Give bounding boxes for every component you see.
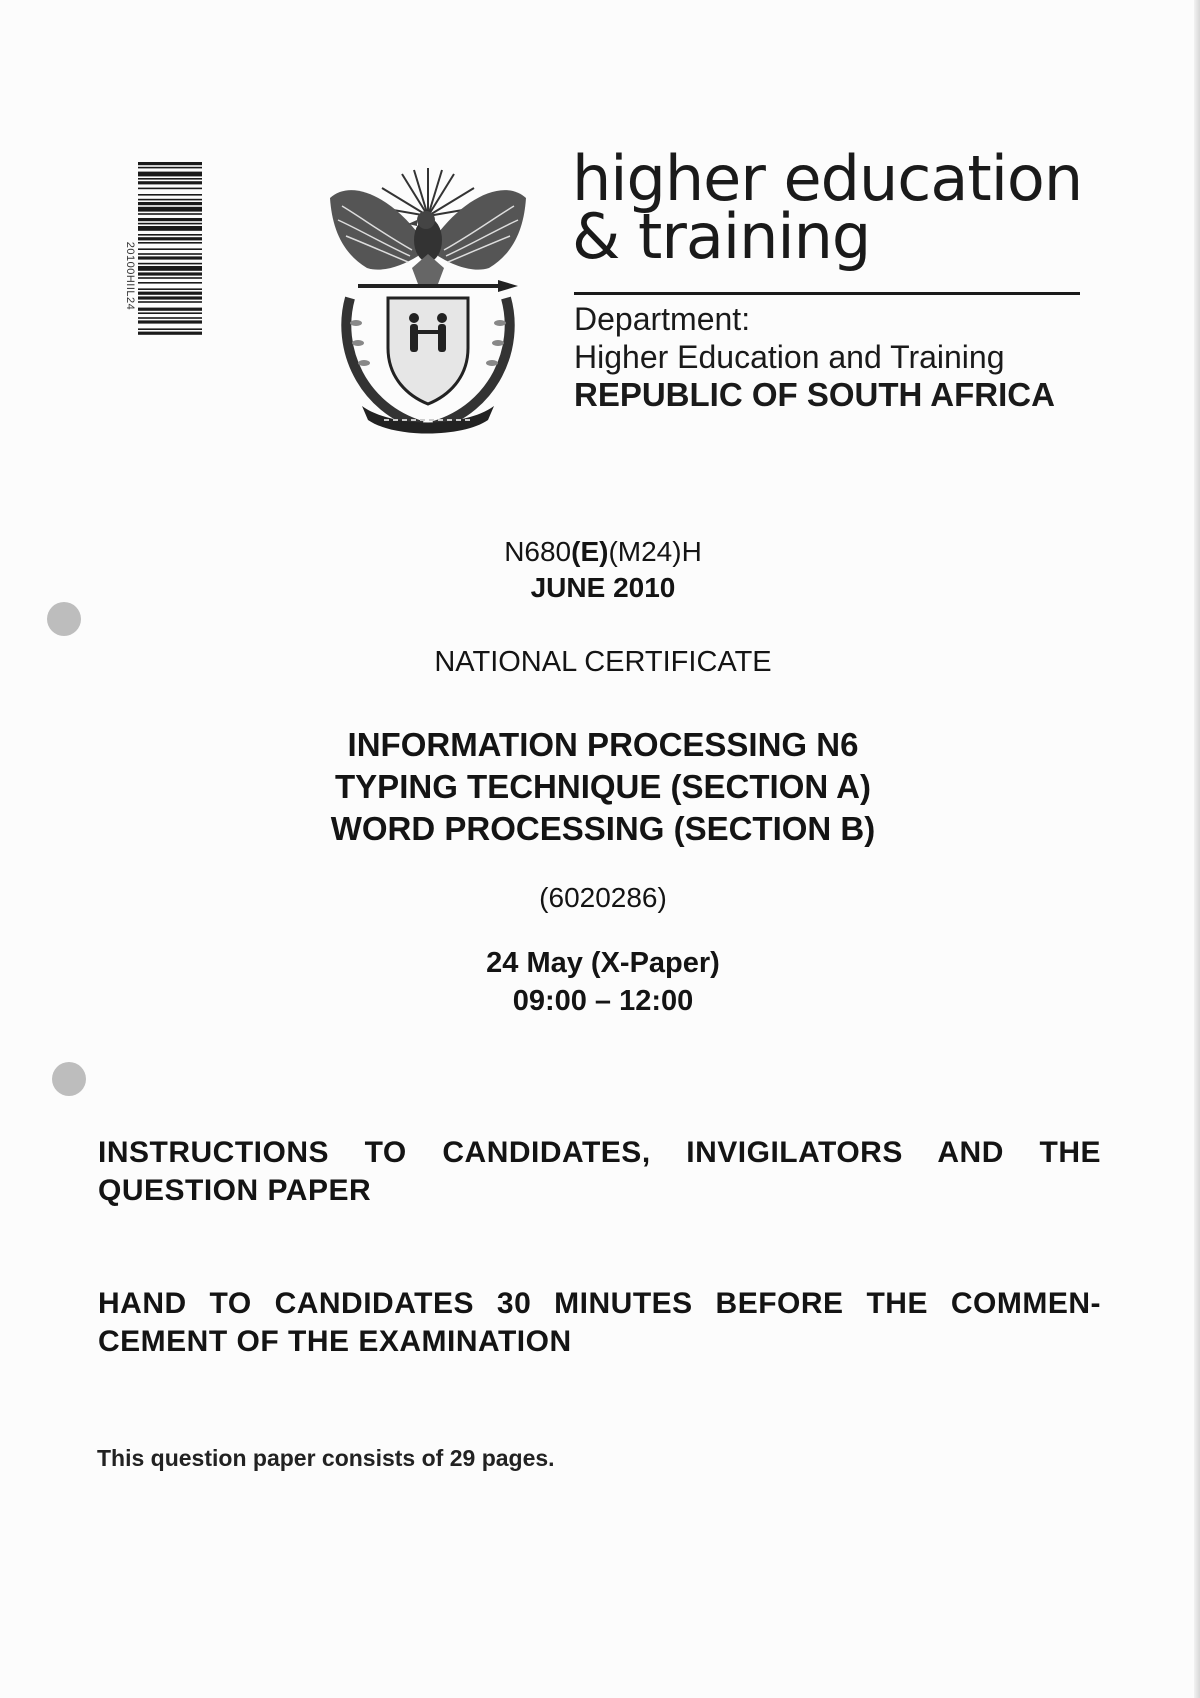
barcode-bar — [138, 178, 202, 180]
barcode-number: 20100HIIL24 — [124, 241, 136, 311]
brand-line-2: & training — [572, 200, 871, 273]
barcode-bar — [138, 256, 202, 259]
paper-code-language: (E) — [571, 536, 609, 567]
barcode-bar — [138, 194, 202, 196]
barcode-bar — [138, 202, 202, 205]
subject-line-1: INFORMATION PROCESSING N6 — [347, 726, 859, 763]
barcode-bar — [138, 226, 202, 231]
subject-title — [200, 724, 1006, 850]
barcode-bar — [138, 282, 202, 284]
punch-hole — [47, 602, 81, 636]
paper-code-prefix: N680 — [504, 536, 572, 567]
exam-time: 09:00 – 12:00 — [512, 985, 694, 1017]
brand-divider — [574, 292, 1080, 295]
barcode-bar — [138, 263, 202, 265]
exam-date: 24 May (X-Paper) — [486, 947, 720, 979]
barcode-bar — [138, 288, 202, 290]
barcode-bar — [138, 207, 202, 212]
barcode-bar — [138, 253, 202, 255]
barcode-bar — [138, 277, 202, 279]
barcode-bar — [138, 188, 202, 190]
barcode-bar — [138, 242, 202, 244]
barcode-bar — [138, 328, 202, 330]
barcode-bar — [138, 272, 202, 275]
paper-code — [200, 534, 1006, 570]
barcode-bar — [138, 234, 202, 236]
subject-line-2: TYPING TECHNIQUE (SECTION A) — [335, 768, 871, 805]
barcode-bar — [138, 308, 202, 311]
barcode-bar — [138, 332, 202, 335]
coat-of-arms-icon — [322, 158, 534, 436]
barcode-bar — [138, 181, 202, 184]
barcode-bar — [138, 301, 202, 303]
exam-schedule — [200, 944, 1006, 1020]
department-details — [574, 300, 1094, 414]
punch-hole — [52, 1062, 86, 1096]
barcode-bar — [138, 213, 202, 215]
barcode-bar — [138, 312, 202, 314]
barcode-bar — [138, 172, 202, 177]
department-brand — [572, 142, 1092, 273]
page-count-note: This question paper consists of 29 pages. — [97, 1445, 555, 1471]
barcode-bar — [138, 296, 202, 299]
barcode-bar — [138, 167, 202, 169]
department-label: Department: — [574, 301, 751, 337]
barcode-bar — [138, 292, 202, 295]
exam-session: JUNE 2010 — [530, 572, 676, 603]
instructions-heading: INSTRUCTIONS TO CANDIDATES, INVIGILATORS AND THE QUESTION PAPER — [98, 1136, 1101, 1207]
department-country: REPUBLIC OF SOUTH AFRICA — [574, 376, 1055, 413]
barcode-bar — [138, 199, 202, 201]
brand-line-1: higher education — [572, 142, 1083, 215]
department-name: Higher Education and Training — [574, 339, 1005, 375]
paper-number: (6020286) — [539, 882, 667, 913]
barcode-bar — [138, 266, 202, 271]
barcode-bar — [138, 218, 202, 221]
subject-line-3: WORD PROCESSING (SECTION B) — [330, 810, 876, 847]
barcode-bar — [138, 320, 202, 323]
handout-notice: HAND TO CANDIDATES 30 MINUTES BEFORE THE COMMEN-CEMENT OF THE EXAMINATION — [98, 1287, 1101, 1358]
page-edge-shadow — [1194, 0, 1200, 1698]
barcode-bar — [138, 248, 202, 250]
barcode-bar — [138, 162, 202, 165]
barcode-bar — [138, 317, 202, 319]
certificate-title: NATIONAL CERTIFICATE — [434, 646, 772, 678]
barcode-bar — [138, 223, 202, 225]
barcode-bar — [138, 237, 202, 240]
paper-code-suffix: (M24)H — [608, 536, 702, 567]
